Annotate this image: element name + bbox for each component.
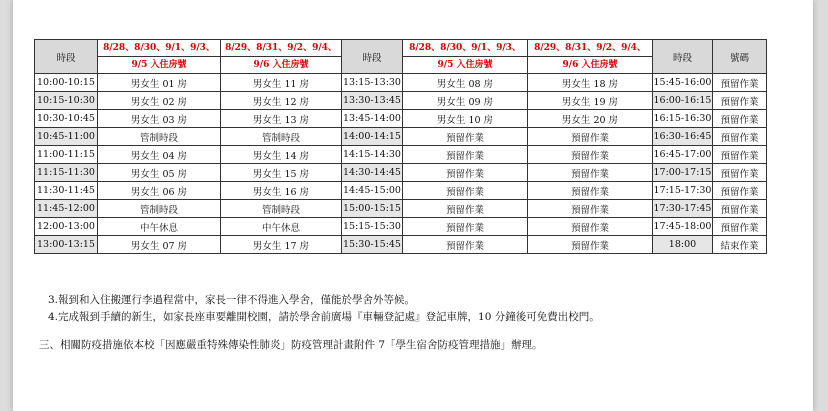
time-cell: 10:45-11:00: [35, 128, 98, 146]
note-3: 3.報到和入住搬運行李過程當中，家長一律不得進入學舍，僅能於學舍外等候。: [48, 294, 416, 306]
room-cell: 預留作業: [528, 128, 653, 146]
room-cell: 中午休息: [221, 218, 342, 236]
time-cell: 13:15-13:30: [342, 74, 403, 92]
room-cell: 預留作業: [528, 182, 653, 200]
header-checkin-a1: 8/28、8/30、9/1、9/3、: [98, 40, 221, 57]
room-cell: 預留作業: [403, 164, 528, 182]
header-checkin-a1-sub: 9/5 入住房號: [98, 57, 221, 74]
room-cell: 男女生 04 房: [98, 146, 221, 164]
time-cell: 10:30-10:45: [35, 110, 98, 128]
room-cell: 男女生 20 房: [528, 110, 653, 128]
header-checkin-b2: 8/29、8/31、9/2、9/4、: [528, 40, 653, 57]
header-time-2: 時段: [342, 40, 403, 74]
time-cell: 13:00-13:15: [35, 236, 98, 254]
room-cell: 男女生 16 房: [221, 182, 342, 200]
room-cell: 男女生 17 房: [221, 236, 342, 254]
room-cell: 預留作業: [403, 218, 528, 236]
time-cell: 14:45-15:00: [342, 182, 403, 200]
code-cell: 預留作業: [713, 110, 767, 128]
time-cell: 16:45-17:00: [653, 146, 713, 164]
table-row: [35, 128, 767, 146]
code-cell: 預留作業: [713, 200, 767, 218]
room-cell: 管制時段: [221, 128, 342, 146]
room-cell: 男女生 03 房: [98, 110, 221, 128]
document-page: [13, 0, 813, 411]
time-cell: 14:15-14:30: [342, 146, 403, 164]
header-time-3: 時段: [653, 40, 713, 74]
time-cell: 17:15-17:30: [653, 182, 713, 200]
time-cell: 17:00-17:15: [653, 164, 713, 182]
time-cell: 14:00-14:15: [342, 128, 403, 146]
time-cell: 10:00-10:15: [35, 74, 98, 92]
header-checkin-b1-sub: 9/6 入住房號: [221, 57, 342, 74]
code-cell: 預留作業: [713, 146, 767, 164]
time-cell: 18:00: [653, 236, 713, 254]
note-epidemic: 三、相關防疫措施依本校「因應嚴重特殊傳染性肺炎」防疫管理計畫附件 7「學生宿舍防疫管理措施」辦理。: [39, 339, 543, 351]
room-cell: 預留作業: [528, 200, 653, 218]
header-time-1: 時段: [35, 40, 98, 74]
room-cell: 預留作業: [403, 200, 528, 218]
room-cell: 男女生 13 房: [221, 110, 342, 128]
time-cell: 15:30-15:45: [342, 236, 403, 254]
time-cell: 15:15-15:30: [342, 218, 403, 236]
schedule-body: [35, 74, 767, 254]
time-cell: 17:45-18:00: [653, 218, 713, 236]
time-cell: 16:30-16:45: [653, 128, 713, 146]
time-cell: 10:15-10:30: [35, 92, 98, 110]
table-row: [35, 236, 767, 254]
room-cell: 預留作業: [528, 164, 653, 182]
table-row: [35, 182, 767, 200]
room-cell: 男女生 18 房: [528, 74, 653, 92]
time-cell: 11:30-11:45: [35, 182, 98, 200]
code-cell: 預留作業: [713, 74, 767, 92]
room-cell: 男女生 06 房: [98, 182, 221, 200]
code-cell: 預留作業: [713, 182, 767, 200]
code-cell: 結束作業: [713, 236, 767, 254]
room-cell: 男女生 01 房: [98, 74, 221, 92]
room-cell: 男女生 14 房: [221, 146, 342, 164]
header-checkin-b1: 8/29、8/31、9/2、9/4、: [221, 40, 342, 57]
header-checkin-b2-sub: 9/6 入住房號: [528, 57, 653, 74]
room-cell: 預留作業: [403, 128, 528, 146]
time-cell: 11:45-12:00: [35, 200, 98, 218]
table-row: [35, 200, 767, 218]
time-cell: 14:30-14:45: [342, 164, 403, 182]
room-cell: 管制時段: [221, 200, 342, 218]
header-checkin-a2-sub: 9/5 入住房號: [403, 57, 528, 74]
time-cell: 17:30-17:45: [653, 200, 713, 218]
time-cell: 12:00-13:00: [35, 218, 98, 236]
table-row: [35, 164, 767, 182]
room-cell: 預留作業: [528, 236, 653, 254]
time-cell: 16:00-16:15: [653, 92, 713, 110]
table-row: [35, 218, 767, 236]
room-cell: 中午休息: [98, 218, 221, 236]
time-cell: 11:00-11:15: [35, 146, 98, 164]
room-cell: 預留作業: [528, 218, 653, 236]
header-checkin-a2: 8/28、8/30、9/1、9/3、: [403, 40, 528, 57]
room-cell: 預留作業: [403, 236, 528, 254]
time-cell: 15:00-15:15: [342, 200, 403, 218]
header-code: 號碼: [713, 40, 767, 74]
room-cell: 預留作業: [403, 182, 528, 200]
code-cell: 預留作業: [713, 128, 767, 146]
header-row: [35, 40, 767, 57]
table-row: [35, 146, 767, 164]
table-row: [35, 74, 767, 92]
note-4: 4.完成報到手續的新生，如家長座車要離開校園，請於學舍前廣場『車輛登記處』登記車牌，10 分鐘後可免費出校門。: [48, 311, 600, 323]
room-cell: 預留作業: [403, 146, 528, 164]
room-cell: 男女生 12 房: [221, 92, 342, 110]
code-cell: 預留作業: [713, 92, 767, 110]
room-cell: 管制時段: [98, 200, 221, 218]
time-cell: 16:15-16:30: [653, 110, 713, 128]
room-cell: 男女生 08 房: [403, 74, 528, 92]
room-cell: 男女生 07 房: [98, 236, 221, 254]
room-cell: 男女生 19 房: [528, 92, 653, 110]
room-cell: 男女生 10 房: [403, 110, 528, 128]
time-cell: 11:15-11:30: [35, 164, 98, 182]
table-row: [35, 92, 767, 110]
notes: [39, 292, 600, 354]
time-cell: 13:30-13:45: [342, 92, 403, 110]
room-cell: 預留作業: [528, 146, 653, 164]
table-row: [35, 110, 767, 128]
room-cell: 管制時段: [98, 128, 221, 146]
code-cell: 預留作業: [713, 218, 767, 236]
room-cell: 男女生 09 房: [403, 92, 528, 110]
room-cell: 男女生 11 房: [221, 74, 342, 92]
room-cell: 男女生 02 房: [98, 92, 221, 110]
time-cell: 15:45-16:00: [653, 74, 713, 92]
schedule-table: [34, 39, 767, 254]
time-cell: 13:45-14:00: [342, 110, 403, 128]
room-cell: 男女生 05 房: [98, 164, 221, 182]
code-cell: 預留作業: [713, 164, 767, 182]
room-cell: 男女生 15 房: [221, 164, 342, 182]
